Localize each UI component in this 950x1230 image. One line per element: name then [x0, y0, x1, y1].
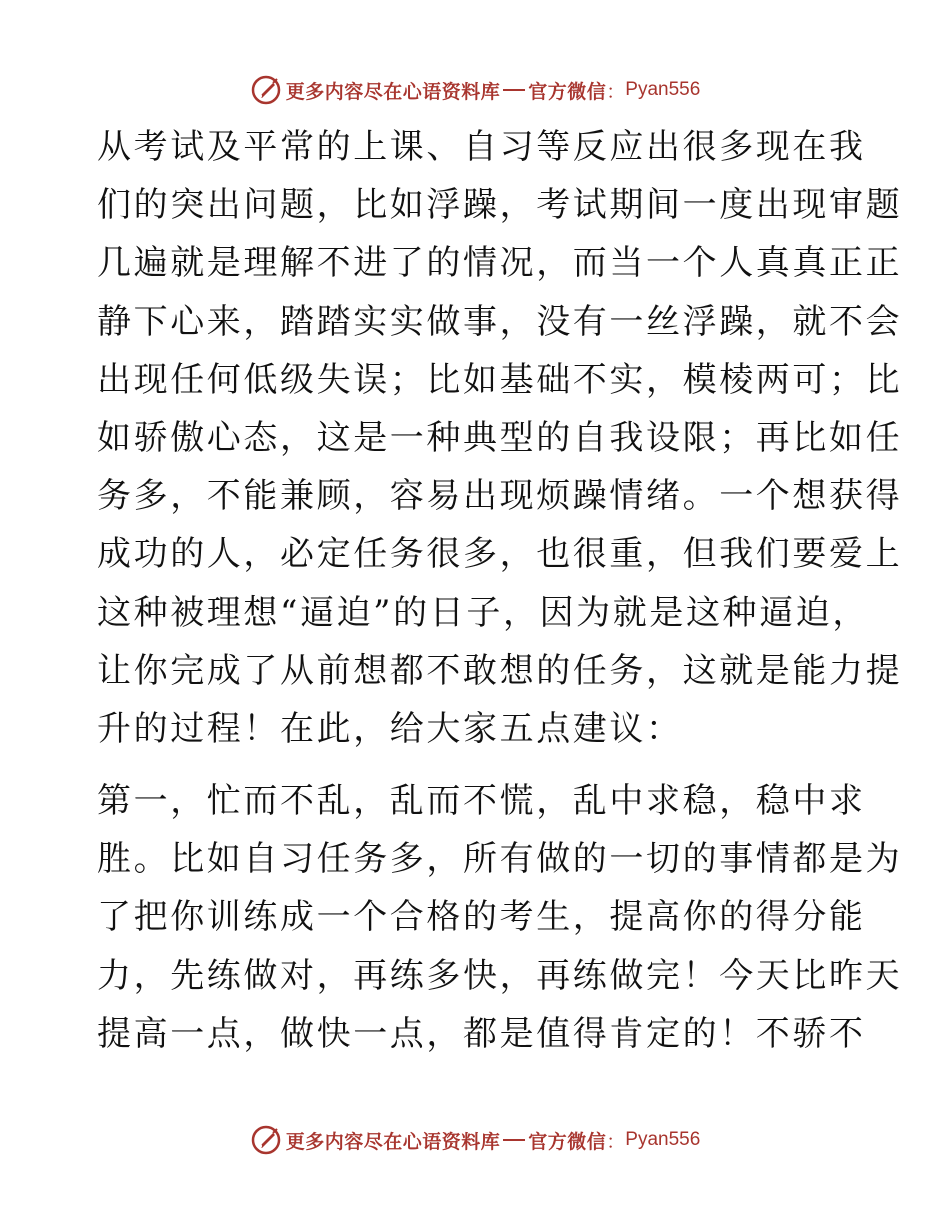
- footer-dash: [503, 1139, 525, 1141]
- header-dash: [503, 89, 525, 91]
- text-line: 了把你训练成一个合格的考生，提高你的得分能: [97, 897, 866, 938]
- paragraph-2: [97, 772, 903, 1063]
- footer-wechat-id: Pyan556: [625, 1129, 701, 1150]
- text-line: 升的过程！在此，给大家五点建议：: [97, 708, 683, 749]
- header-promo-text: 更多内容尽在心语资料库: [285, 80, 501, 103]
- text-line: 如骄傲心态，这是一种典型的自我设限；再比如任: [97, 417, 903, 458]
- footer-promo-text: 更多内容尽在心语资料库: [285, 1130, 501, 1153]
- text-line: 胜。比如自习任务多，所有做的一切的事情都是为: [97, 839, 903, 880]
- header-wechat-id: Pyan556: [625, 79, 701, 100]
- text-line: 静下心来，踏踏实实做事，没有一丝浮躁，就不会: [97, 301, 903, 342]
- text-line: 第一，忙而不乱，乱而不慌，乱中求稳，稳中求: [97, 781, 866, 822]
- text-line: 出现任何低级失误；比如基础不实，模棱两可；比: [97, 359, 903, 400]
- header-banner: [0, 70, 950, 110]
- quill-logo-icon: [250, 74, 282, 106]
- text-line: 们的突出问题，比如浮躁，考试期间一度出现审题: [97, 185, 903, 226]
- paragraph-1: [97, 118, 903, 758]
- text-line: 务多，不能兼顾，容易出现烦躁情绪。一个想获得: [97, 476, 903, 517]
- header-colon: ：: [606, 80, 626, 103]
- header-wechat-label: 官方微信: [528, 80, 607, 103]
- text-line: 让你完成了从前想都不敢想的任务，这就是能力提: [97, 650, 903, 691]
- document-body: [97, 118, 903, 1063]
- text-line: 这种被理想“逼迫”的日子，因为就是这种逼迫，: [97, 592, 869, 633]
- text-line: 几遍就是理解不进了的情况，而当一个人真真正正: [97, 243, 903, 284]
- footer-colon: ：: [606, 1130, 626, 1153]
- footer-banner: [0, 1120, 950, 1160]
- text-line: 力，先练做对，再练多快，再练做完！今天比昨天: [97, 955, 903, 996]
- text-line: 成功的人，必定任务很多，也很重，但我们要爱上: [97, 534, 903, 575]
- quill-logo-icon: [250, 1124, 282, 1156]
- text-line: 从考试及平常的上课、自习等反应出很多现在我: [97, 127, 866, 167]
- text-line: 提高一点，做快一点，都是值得肯定的！不骄不: [97, 1013, 866, 1054]
- footer-wechat-label: 官方微信: [528, 1130, 607, 1153]
